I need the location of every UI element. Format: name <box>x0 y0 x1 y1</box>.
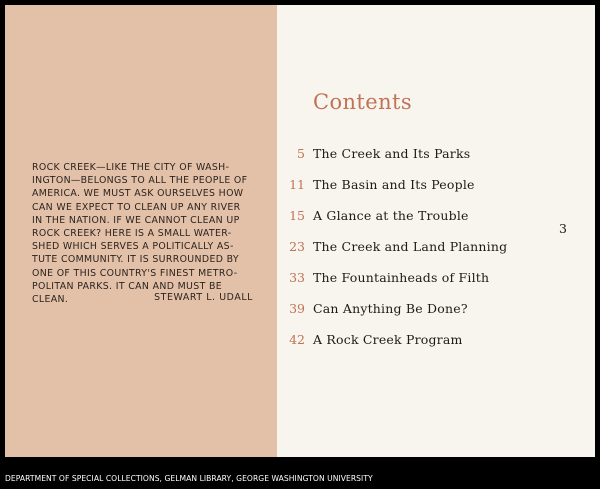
toc-page-number: 11 <box>289 177 305 192</box>
toc-title: Can Anything Be Done? <box>313 301 468 316</box>
toc-entry[interactable] <box>277 301 468 321</box>
udall-quote: ROCK CREEK—LIKE THE CITY OF WASH- INGTON—BELONGS TO ALL THE PEOPLE OF AMERICA. WE MUST ASK OURSELVES HOW CAN WE EXPECT TO CLEAN UP ANY RIVER IN THE NATION. IF WE CANNOT CLEAN UP ROCK CREEK? HERE IS A SMALL WATER- SHED WHICH SERVES A POLITICALLY AS- TUTE COMMUNITY. IT IS SURROUNDED BY ONE OF THIS COUNTRY'S FINEST METRO- POLITAN PARKS. IT CAN AND MUST BE CLEAN. <box>32 162 248 306</box>
quote-author: STEWART L. UDALL <box>154 292 253 303</box>
toc-page-number: 5 <box>297 146 305 161</box>
toc-page-number: 15 <box>289 208 305 223</box>
toc-entry[interactable] <box>277 177 475 197</box>
toc-entry[interactable] <box>277 146 470 166</box>
toc-title: A Rock Creek Program <box>313 332 463 347</box>
toc-title: The Creek and Land Planning <box>313 239 508 254</box>
contents-title: Contents <box>313 90 413 114</box>
toc-page-number: 39 <box>289 301 305 316</box>
toc-entry[interactable] <box>277 332 463 352</box>
right-page <box>277 5 595 457</box>
toc-title: The Fountainheads of Filth <box>313 270 490 285</box>
left-page <box>5 5 277 457</box>
toc-page-number: 33 <box>289 270 305 285</box>
toc-page-number: 42 <box>289 332 305 347</box>
toc-entry[interactable] <box>277 239 507 259</box>
toc-entry[interactable] <box>277 270 489 290</box>
page-number: 3 <box>559 221 567 236</box>
toc-title: A Glance at the Trouble <box>313 208 469 223</box>
toc-page-number: 23 <box>289 239 305 254</box>
toc-title: The Basin and Its People <box>313 177 475 192</box>
toc-entry[interactable] <box>277 208 469 228</box>
library-credit: DEPARTMENT OF SPECIAL COLLECTIONS, GELMAN LIBRARY, GEORGE WASHINGTON UNIVERSITY <box>5 474 373 483</box>
toc-title: The Creek and Its Parks <box>313 146 471 161</box>
